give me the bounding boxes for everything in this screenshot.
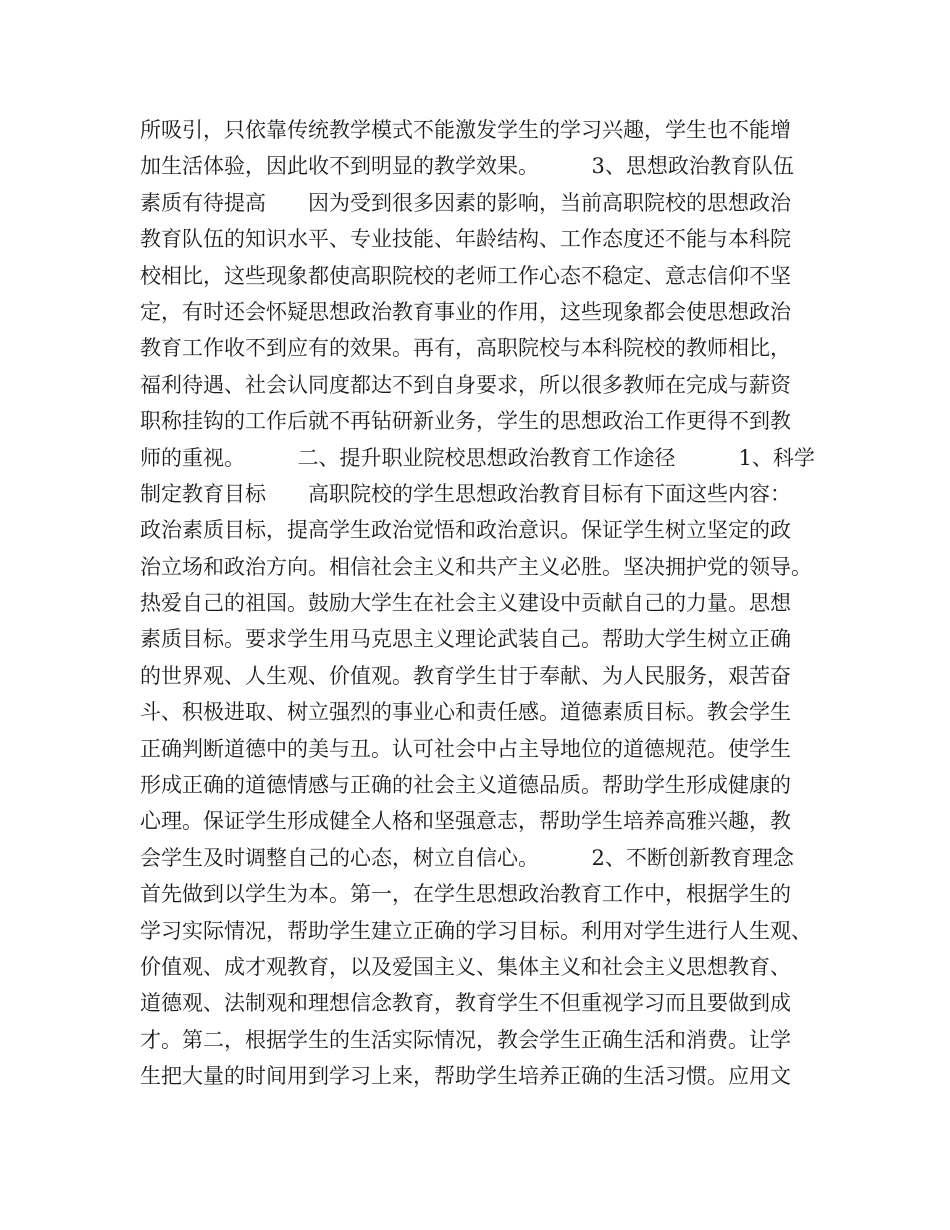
text-line: 首先做到以学生为本。第一，在学生思想政治教育工作中，根据学生的 <box>140 882 791 907</box>
text-line: 所吸引，只依靠传统教学模式不能激发学生的学习兴趣，学生也不能增 <box>140 118 791 142</box>
text-line: 制定教育目标 高职院校的学生思想政治教育目标有下面这些内容： <box>140 481 791 506</box>
text-line: 生把大量的时间用到学习上来，帮助学生培养正确的生活习惯。应用文 <box>140 1064 791 1089</box>
text-line: 学习实际情况，帮助学生建立正确的学习目标。利用对学生进行人生观、 <box>140 918 812 943</box>
body-text <box>140 112 830 1095</box>
text-line: 斗、积极进取、树立强烈的事业心和责任感。道德素质目标。教会学生 <box>140 700 791 725</box>
text-line: 道德观、法制观和理想信念教育，教育学生不但重视学习而且要做到成 <box>140 991 791 1016</box>
text-line: 热爱自己的祖国。鼓励大学生在社会主义建设中贡献自己的力量。思想 <box>140 591 791 616</box>
text-line: 才。第二，根据学生的生活实际情况，教会学生正确生活和消费。让学 <box>140 1027 791 1052</box>
text-line: 师的重视。 二、提升职业院校思想政治教育工作途径 1、科学 <box>140 445 815 470</box>
text-line: 形成正确的道德情感与正确的社会主义道德品质。帮助学生形成健康的 <box>140 773 791 798</box>
text-line: 定，有时还会怀疑思想政治教育事业的作用，这些现象都会使思想政治 <box>140 299 791 324</box>
text-line: 正确判断道德中的美与丑。认可社会中占主导地位的道德规范。使学生 <box>140 736 791 761</box>
text-line: 心理。保证学生形成健全人格和坚强意志，帮助学生培养高雅兴趣，教 <box>140 809 791 834</box>
text-line: 职称挂钩的工作后就不再钻研新业务，学生的思想政治工作更得不到教 <box>140 409 791 434</box>
text-line: 会学生及时调整自己的心态，树立自信心。 2、不断创新教育理念 <box>140 845 794 870</box>
text-line: 素质目标。要求学生用马克思主义理论武装自己。帮助大学生树立正确 <box>140 627 791 652</box>
text-line: 的世界观、人生观、价值观。教育学生甘于奉献、为人民服务，艰苦奋 <box>140 663 791 688</box>
text-line: 加生活体验，因此收不到明显的教学效果。 3、思想政治教育队伍 <box>140 154 794 179</box>
text-line: 治立场和政治方向。相信社会主义和共产主义必胜。坚决拥护党的领导。 <box>140 554 812 579</box>
text-line: 福利待遇、社会认同度都达不到自身要求，所以很多教师在完成与薪资 <box>140 372 791 397</box>
text-line: 价值观、成才观教育，以及爱国主义、集体主义和社会主义思想教育、 <box>140 954 791 979</box>
text-line: 教育工作收不到应有的效果。再有，高职院校与本科院校的教师相比， <box>140 336 791 361</box>
text-line: 素质有待提高 因为受到很多因素的影响，当前高职院校的思想政治 <box>140 190 791 215</box>
text-line: 政治素质目标，提高学生政治觉悟和政治意识。保证学生树立坚定的政 <box>140 518 791 543</box>
text-line: 校相比，这些现象都使高职院校的老师工作心态不稳定、意志信仰不坚 <box>140 263 791 288</box>
text-line: 教育队伍的知识水平、专业技能、年龄结构、工作态度还不能与本科院 <box>140 227 791 252</box>
